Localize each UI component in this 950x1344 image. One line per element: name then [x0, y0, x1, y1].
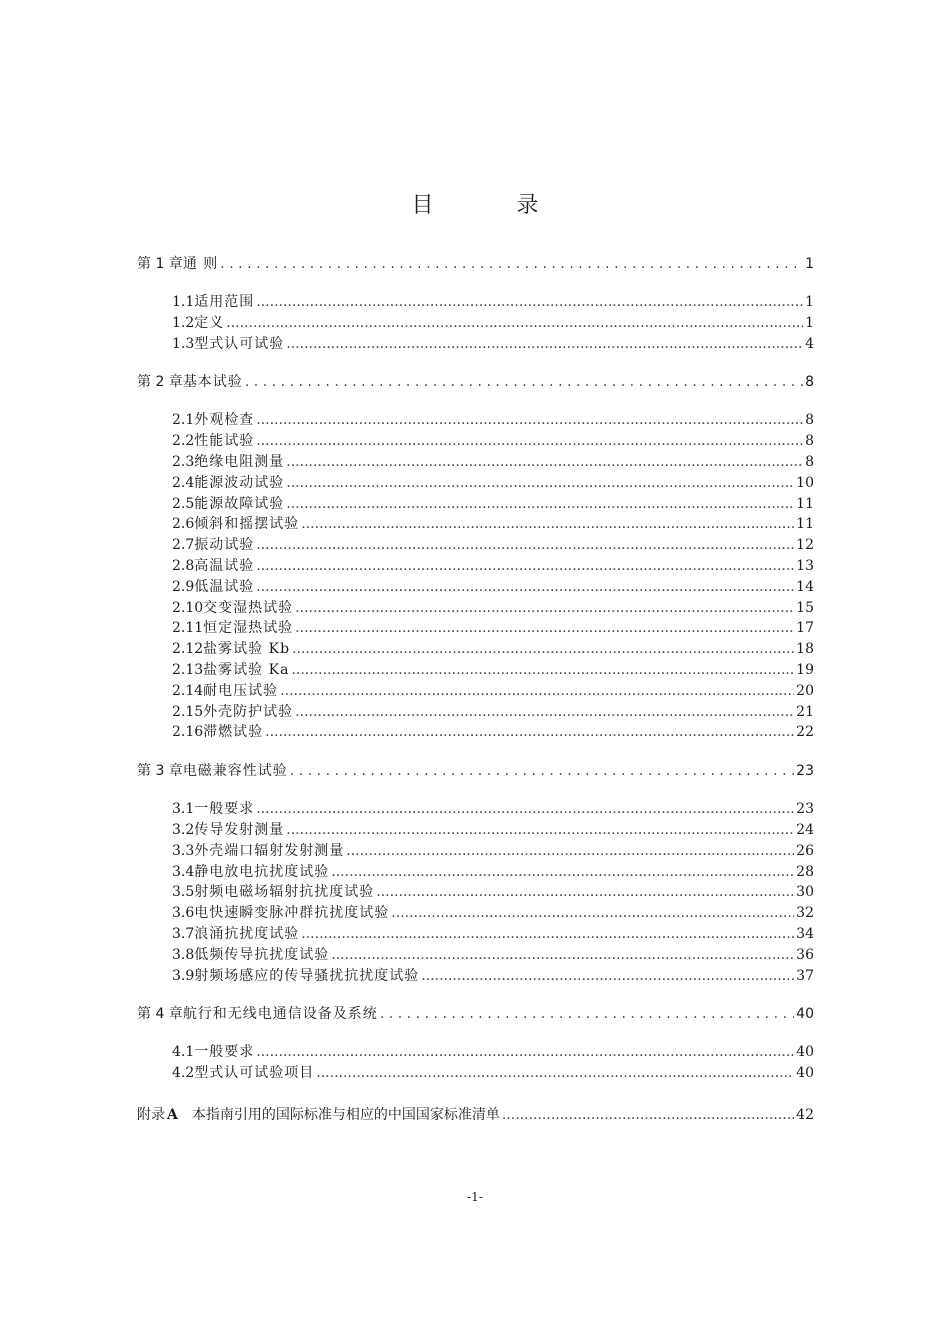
- dot-leader: [380, 1000, 794, 1028]
- section-title: 交变湿热试验: [203, 599, 294, 616]
- section-number: 2.5: [172, 495, 195, 512]
- appendix-page-number: 42: [796, 1106, 814, 1123]
- dot-leader: [376, 882, 794, 903]
- toc-section-entry[interactable]: [137, 556, 814, 577]
- appendix-letter: A: [167, 1106, 178, 1123]
- page-title: 目 录: [411, 193, 577, 218]
- section-number: 4.1: [172, 1044, 195, 1061]
- section-page-number: 22: [796, 724, 814, 741]
- toc-section-entry[interactable]: [137, 452, 814, 473]
- section-number: 2.15: [172, 703, 204, 720]
- section-page-number: 8: [805, 433, 814, 450]
- toc-section-entry[interactable]: [137, 334, 814, 355]
- toc-section-entry[interactable]: [137, 903, 814, 924]
- section-page-number: 18: [796, 641, 814, 658]
- dot-leader: [256, 292, 803, 313]
- toc-section-entry[interactable]: [137, 924, 814, 945]
- dot-leader: [331, 862, 794, 883]
- dot-leader: [290, 757, 794, 785]
- section-number: 3.3: [172, 842, 195, 859]
- section-page-number: 1: [805, 294, 814, 310]
- appendix-label-text: 附录: [137, 1106, 165, 1123]
- section-title: 射频电磁场辐射抗扰度试验: [194, 884, 375, 901]
- section-title: 外壳防护试验: [203, 703, 294, 720]
- dot-leader: [256, 1042, 794, 1063]
- toc-section-entry[interactable]: [137, 820, 814, 841]
- section-page-number: 26: [796, 842, 814, 859]
- toc-section-entry[interactable]: [137, 598, 814, 619]
- section-title: 电快速瞬变脉冲群抗扰度试验: [194, 905, 390, 922]
- section-number: 1.1: [172, 294, 195, 310]
- toc-section-entry[interactable]: [137, 681, 814, 702]
- appendix-label: [137, 1102, 178, 1128]
- dot-leader: [301, 924, 794, 945]
- section-page-number: 15: [796, 599, 814, 616]
- toc-section-entry[interactable]: [137, 862, 814, 883]
- section-page-number: 1: [805, 314, 814, 331]
- chapter-page-number: 23: [796, 763, 814, 780]
- section-title: 低频传导抗扰度试验: [194, 946, 330, 963]
- toc-section-entry[interactable]: [137, 722, 814, 743]
- section-title: 一般要求: [194, 801, 255, 818]
- section-title: 盐雾试验 Ka: [203, 661, 290, 678]
- section-title: 低温试验: [194, 578, 255, 595]
- dot-leader: [286, 473, 794, 494]
- dot-leader: [256, 556, 794, 577]
- toc-section-entry[interactable]: [137, 313, 814, 334]
- section-number: 2.3: [172, 453, 195, 470]
- section-number: 2.2: [172, 433, 195, 450]
- toc-chapter-entry[interactable]: [137, 368, 814, 396]
- section-title: 盐雾试验 Kb: [203, 641, 291, 658]
- dot-leader: [291, 660, 794, 681]
- section-page-number: 17: [796, 620, 814, 637]
- toc-section-entry[interactable]: [137, 1063, 814, 1084]
- dot-leader: [286, 334, 803, 355]
- dot-leader: [316, 1063, 794, 1084]
- section-page-number: 11: [796, 516, 814, 533]
- chapter-page-number: 8: [805, 374, 814, 391]
- section-page-number: 8: [805, 453, 814, 470]
- dot-leader: [226, 313, 803, 334]
- section-page-number: 11: [796, 495, 814, 512]
- toc-section-entry[interactable]: [137, 618, 814, 639]
- section-title: 外壳端口辐射发射测量: [194, 842, 345, 859]
- toc-section-entry[interactable]: [137, 945, 814, 966]
- section-number: 2.1: [172, 412, 195, 429]
- section-title: 适用范围: [194, 294, 255, 310]
- section-page-number: 40: [796, 1044, 814, 1061]
- chapter-number: 第 3 章: [137, 763, 183, 780]
- toc-section-entry[interactable]: [137, 292, 814, 313]
- section-page-number: 4: [805, 335, 814, 352]
- dot-leader: [220, 250, 803, 278]
- section-title: 恒定湿热试验: [203, 620, 294, 637]
- chapter-title: 基本试验: [182, 374, 243, 391]
- chapter-page-number: 1: [805, 256, 814, 272]
- section-title: 射频场感应的传导骚扰抗扰度试验: [194, 967, 420, 984]
- section-number: 2.8: [172, 557, 195, 574]
- section-title: 定义: [194, 314, 225, 331]
- dot-leader: [295, 618, 794, 639]
- section-page-number: 32: [796, 905, 814, 922]
- section-number: 3.1: [172, 801, 195, 818]
- section-title: 能源波动试验: [194, 474, 285, 491]
- toc-section-entry[interactable]: [137, 535, 814, 556]
- toc-chapter-entry[interactable]: [137, 757, 814, 785]
- section-page-number: 19: [796, 661, 814, 678]
- section-title: 滞燃试验: [203, 724, 264, 741]
- section-number: 2.7: [172, 537, 195, 554]
- section-number: 3.4: [172, 863, 195, 880]
- section-title: 静电放电抗扰度试验: [194, 863, 330, 880]
- toc-chapter-entry[interactable]: [137, 1000, 814, 1028]
- section-page-number: 30: [796, 884, 814, 901]
- section-number: 2.9: [172, 578, 195, 595]
- chapter-number: 第 4 章: [137, 1006, 183, 1023]
- page-number: -1-: [467, 1190, 483, 1204]
- section-title: 型式认可试验项目: [194, 1065, 315, 1082]
- section-title: 性能试验: [194, 433, 255, 450]
- section-page-number: 28: [796, 863, 814, 880]
- toc-section-entry[interactable]: [137, 841, 814, 862]
- toc-section-entry[interactable]: [137, 660, 814, 681]
- section-number: 2.10: [172, 599, 204, 616]
- toc-section-entry[interactable]: [137, 514, 814, 535]
- section-number: 2.13: [172, 661, 204, 678]
- chapter-page-number: 40: [796, 1006, 814, 1023]
- table-of-contents: [137, 250, 814, 1128]
- toc-section-entry[interactable]: [137, 639, 814, 660]
- section-title: 绝缘电阻测量: [194, 453, 285, 470]
- toc-section-entry[interactable]: [137, 1042, 814, 1063]
- section-page-number: 36: [796, 946, 814, 963]
- section-number: 3.9: [172, 967, 195, 984]
- section-number: 2.16: [172, 724, 204, 741]
- section-number: 3.5: [172, 884, 195, 901]
- chapter-title: 通 则: [182, 256, 219, 272]
- section-title: 能源故障试验: [194, 495, 285, 512]
- section-title: 高温试验: [194, 557, 255, 574]
- dot-leader: [292, 639, 794, 660]
- toc-section-entry[interactable]: [137, 473, 814, 494]
- dot-leader: [421, 966, 794, 987]
- toc-section-entry[interactable]: [137, 702, 814, 723]
- section-page-number: 21: [796, 703, 814, 720]
- dot-leader: [331, 945, 794, 966]
- dot-leader: [256, 535, 794, 556]
- section-number: 3.2: [172, 821, 195, 838]
- section-title: 振动试验: [194, 537, 255, 554]
- section-page-number: 40: [796, 1065, 814, 1082]
- toc-section-entry[interactable]: [137, 410, 814, 431]
- dot-leader: [265, 722, 794, 743]
- toc-section-entry[interactable]: [137, 882, 814, 903]
- chapter-title: 电磁兼容性试验: [182, 763, 288, 780]
- dot-leader: [286, 494, 794, 515]
- section-number: 2.4: [172, 474, 195, 491]
- dot-leader: [256, 799, 794, 820]
- section-page-number: 12: [796, 537, 814, 554]
- section-title: 传导发射测量: [194, 821, 285, 838]
- section-page-number: 8: [805, 412, 814, 429]
- section-number: 4.2: [172, 1065, 195, 1082]
- chapter-title: 航行和无线电通信设备及系统: [182, 1006, 378, 1023]
- section-title: 一般要求: [194, 1044, 255, 1061]
- dot-leader: [256, 410, 803, 431]
- section-page-number: 23: [796, 801, 814, 818]
- section-number: 2.12: [172, 641, 204, 658]
- toc-section-entry[interactable]: [137, 494, 814, 515]
- toc-section-entry[interactable]: [137, 577, 814, 598]
- section-page-number: 34: [796, 925, 814, 942]
- dot-leader: [346, 841, 794, 862]
- section-number: 2.14: [172, 682, 204, 699]
- section-number: 1.3: [172, 335, 195, 352]
- section-page-number: 10: [796, 474, 814, 491]
- section-page-number: 20: [796, 682, 814, 699]
- section-title: 型式认可试验: [194, 335, 285, 352]
- toc-appendix-entry[interactable]: [137, 1102, 814, 1128]
- section-title: 耐电压试验: [203, 682, 279, 699]
- dot-leader: [256, 577, 794, 598]
- section-title: 倾斜和摇摆试验: [194, 516, 300, 533]
- appendix-title: 本指南引用的国际标准与相应的中国国家标准清单: [191, 1106, 500, 1123]
- dot-leader: [391, 903, 794, 924]
- dot-leader: [301, 514, 794, 535]
- section-number: 2.11: [172, 620, 204, 637]
- section-page-number: 37: [796, 967, 814, 984]
- dot-leader: [295, 702, 794, 723]
- dot-leader: [295, 598, 794, 619]
- section-title: 外观检查: [194, 412, 255, 429]
- dot-leader: [256, 431, 803, 452]
- toc-chapter-entry[interactable]: [137, 250, 814, 278]
- chapter-number: 第 1 章: [137, 256, 183, 272]
- section-number: 1.2: [172, 314, 195, 331]
- dot-leader: [286, 452, 803, 473]
- dot-leader: [502, 1102, 794, 1128]
- toc-section-entry[interactable]: [137, 431, 814, 452]
- section-number: 3.8: [172, 946, 195, 963]
- chapter-number: 第 2 章: [137, 374, 183, 391]
- section-title: 浪涌抗扰度试验: [194, 925, 300, 942]
- dot-leader: [286, 820, 794, 841]
- section-page-number: 24: [796, 821, 814, 838]
- dot-leader: [280, 681, 794, 702]
- section-number: 3.6: [172, 905, 195, 922]
- section-number: 3.7: [172, 925, 195, 942]
- section-number: 2.6: [172, 516, 195, 533]
- section-page-number: 14: [796, 578, 814, 595]
- dot-leader: [245, 368, 803, 396]
- toc-section-entry[interactable]: [137, 799, 814, 820]
- toc-section-entry[interactable]: [137, 966, 814, 987]
- section-page-number: 13: [796, 557, 814, 574]
